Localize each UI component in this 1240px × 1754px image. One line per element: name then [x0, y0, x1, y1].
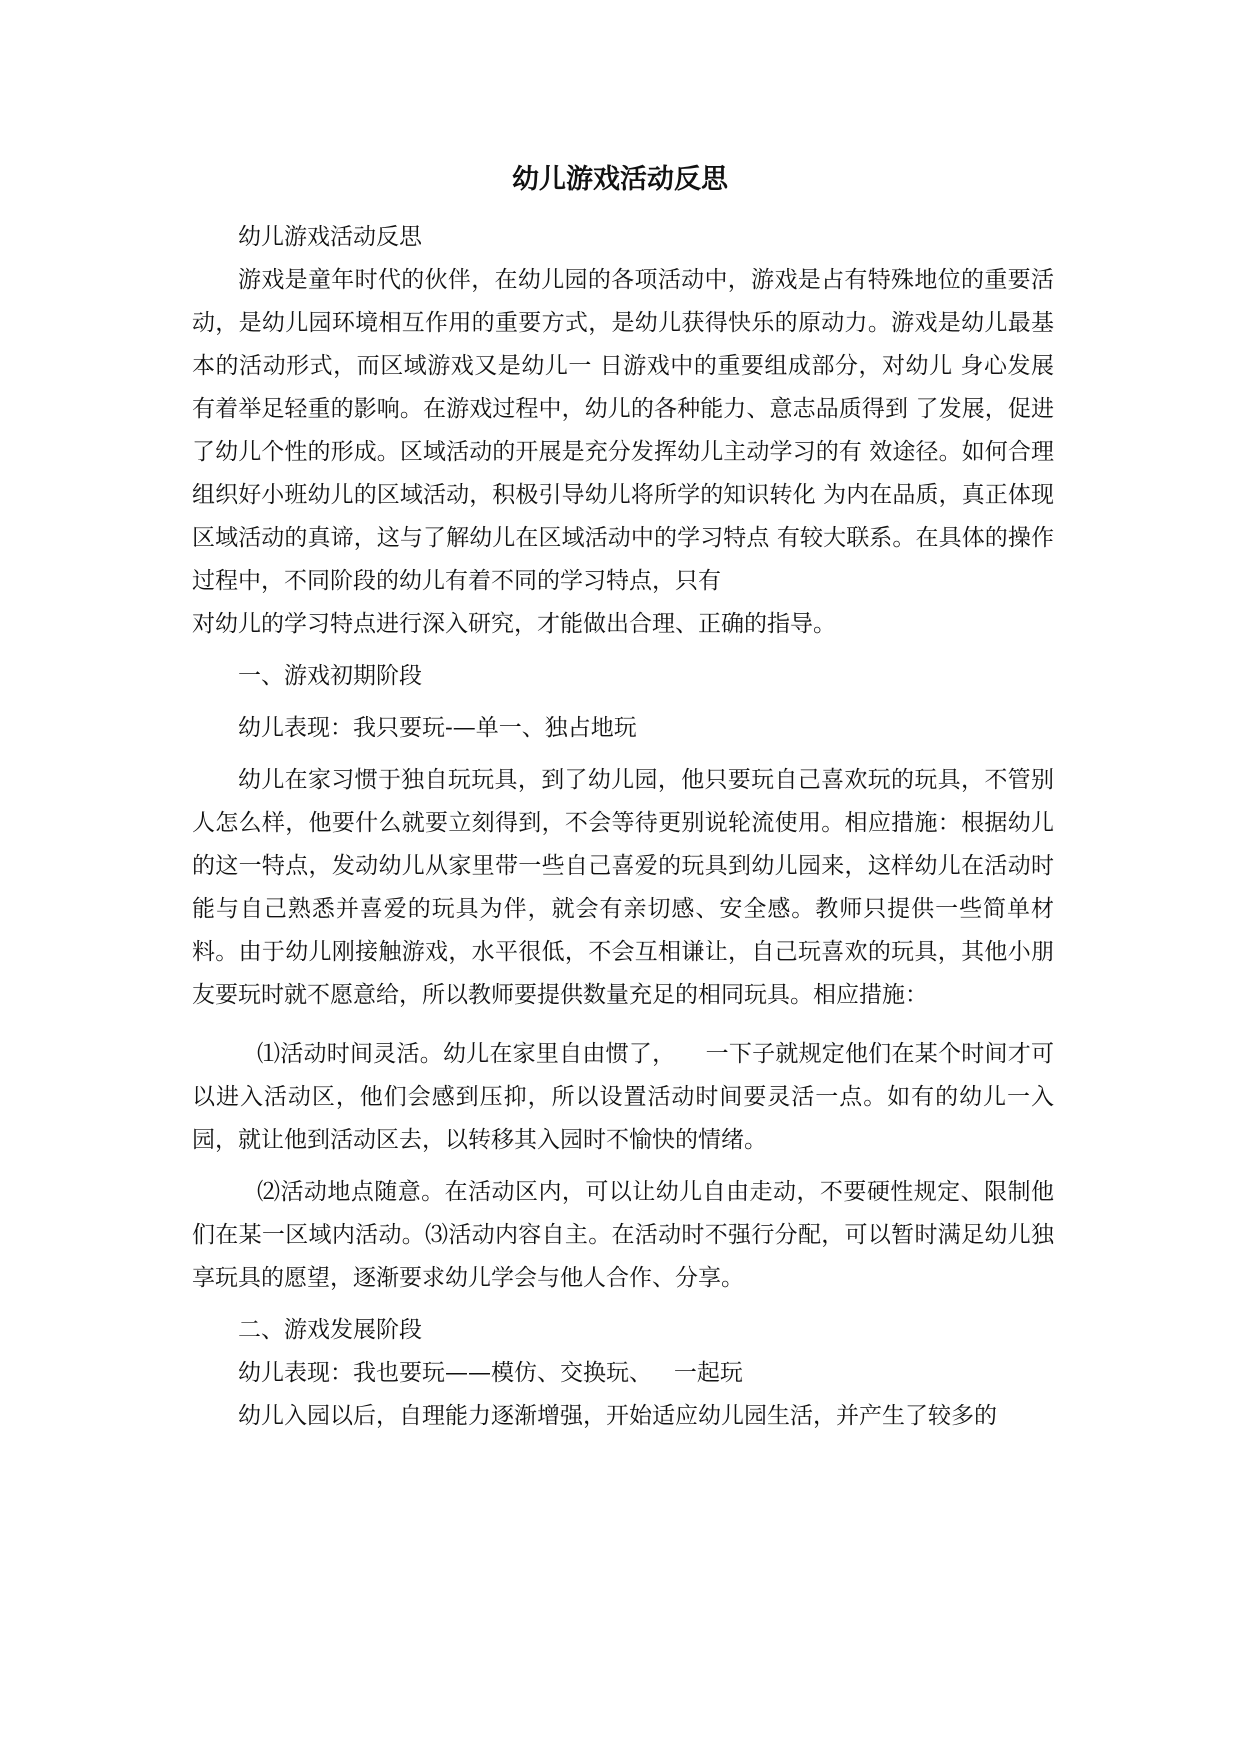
- section1-paragraph: 幼儿在家习惯于独自玩玩具，到了幼儿园，他只要玩自己喜欢玩的玩具，不管别人怎么样，他要什么就要立刻得到，不会等待更别说轮流使用。相应措施：根据幼儿的这一特点，发动幼儿从家里带一些自己喜爱的玩具到幼儿园来，这样幼儿在活动时能与自己熟悉并喜爱的玩具为伴，就会有亲切感、安全感。教师只提供一些简单材料。由于幼儿刚接触游戏，水平很低，不会互相谦让，自己玩喜欢的玩具，其他小朋友要玩时就不愿意给，所以教师要提供数量充足的相同玩具。相应措施：: [192, 767, 1054, 1008]
- section2-heading: 二、游戏发展阶段: [238, 1317, 422, 1343]
- section2-performance: 幼儿表现：我也要玩——模仿、交换玩、 一起玩: [238, 1360, 743, 1386]
- document-body: [192, 216, 1054, 1438]
- section2-paragraph: 幼儿入园以后，自理能力逐渐增强，开始适应幼儿园生活，并产生了较多的: [238, 1403, 997, 1429]
- section1-performance: 幼儿表现：我只要玩-—单一、独占地玩: [238, 715, 637, 741]
- intro-paragraph: 游戏是童年时代的伙伴，在幼儿园的各项活动中，游戏是占有特殊地位的重要活动，是幼儿园环境相互作用的重要方式，是幼儿获得快乐的原动力。游戏是幼儿最基本的活动形式，而区域游戏又是幼儿一 日游戏中的重要组成部分，对幼儿 身心发展有着举足轻重的影响。在游戏过程中，幼儿的各种能力、意志品质得到 了发展，促进了幼儿个性的形成。区域活动的开展是充分发挥幼儿主动学习的有 效途径。如何合理组织好小班幼儿的区域活动，积极引导幼儿将所学的知识转化 为内在品质，真正体现区域活动的真谛，这与了解幼儿在区域活动中的学习特点 有较大联系。在具体的操作过程中，不同阶段的幼儿有着不同的学习特点，只有: [192, 267, 1054, 594]
- subtitle: 幼儿游戏活动反思: [238, 224, 422, 250]
- intro-paragraph-end: 对幼儿的学习特点进行深入研究，才能做出合理、正确的指导。: [192, 611, 836, 637]
- measure-2-paragraph: ⑵活动地点随意。在活动区内，可以让幼儿自由走动，不要硬性规定、限制他们在某一区域内活动。⑶活动内容自主。在活动时不强行分配，可以暂时满足幼儿独享玩具的愿望，逐渐要求幼儿学会与他人合作、分享。: [192, 1179, 1054, 1291]
- measure-1-paragraph: ⑴活动时间灵活。幼儿在家里自由惯了， 一下子就规定他们在某个时间才可以进入活动区，他们会感到压抑，所以设置活动时间要灵活一点。如有的幼儿一入园，就让他到活动区去，以转移其入园时不愉快的情绪。: [192, 1041, 1054, 1153]
- document-title: 幼儿游戏活动反思: [512, 164, 728, 195]
- section1-heading: 一、游戏初期阶段: [238, 663, 422, 689]
